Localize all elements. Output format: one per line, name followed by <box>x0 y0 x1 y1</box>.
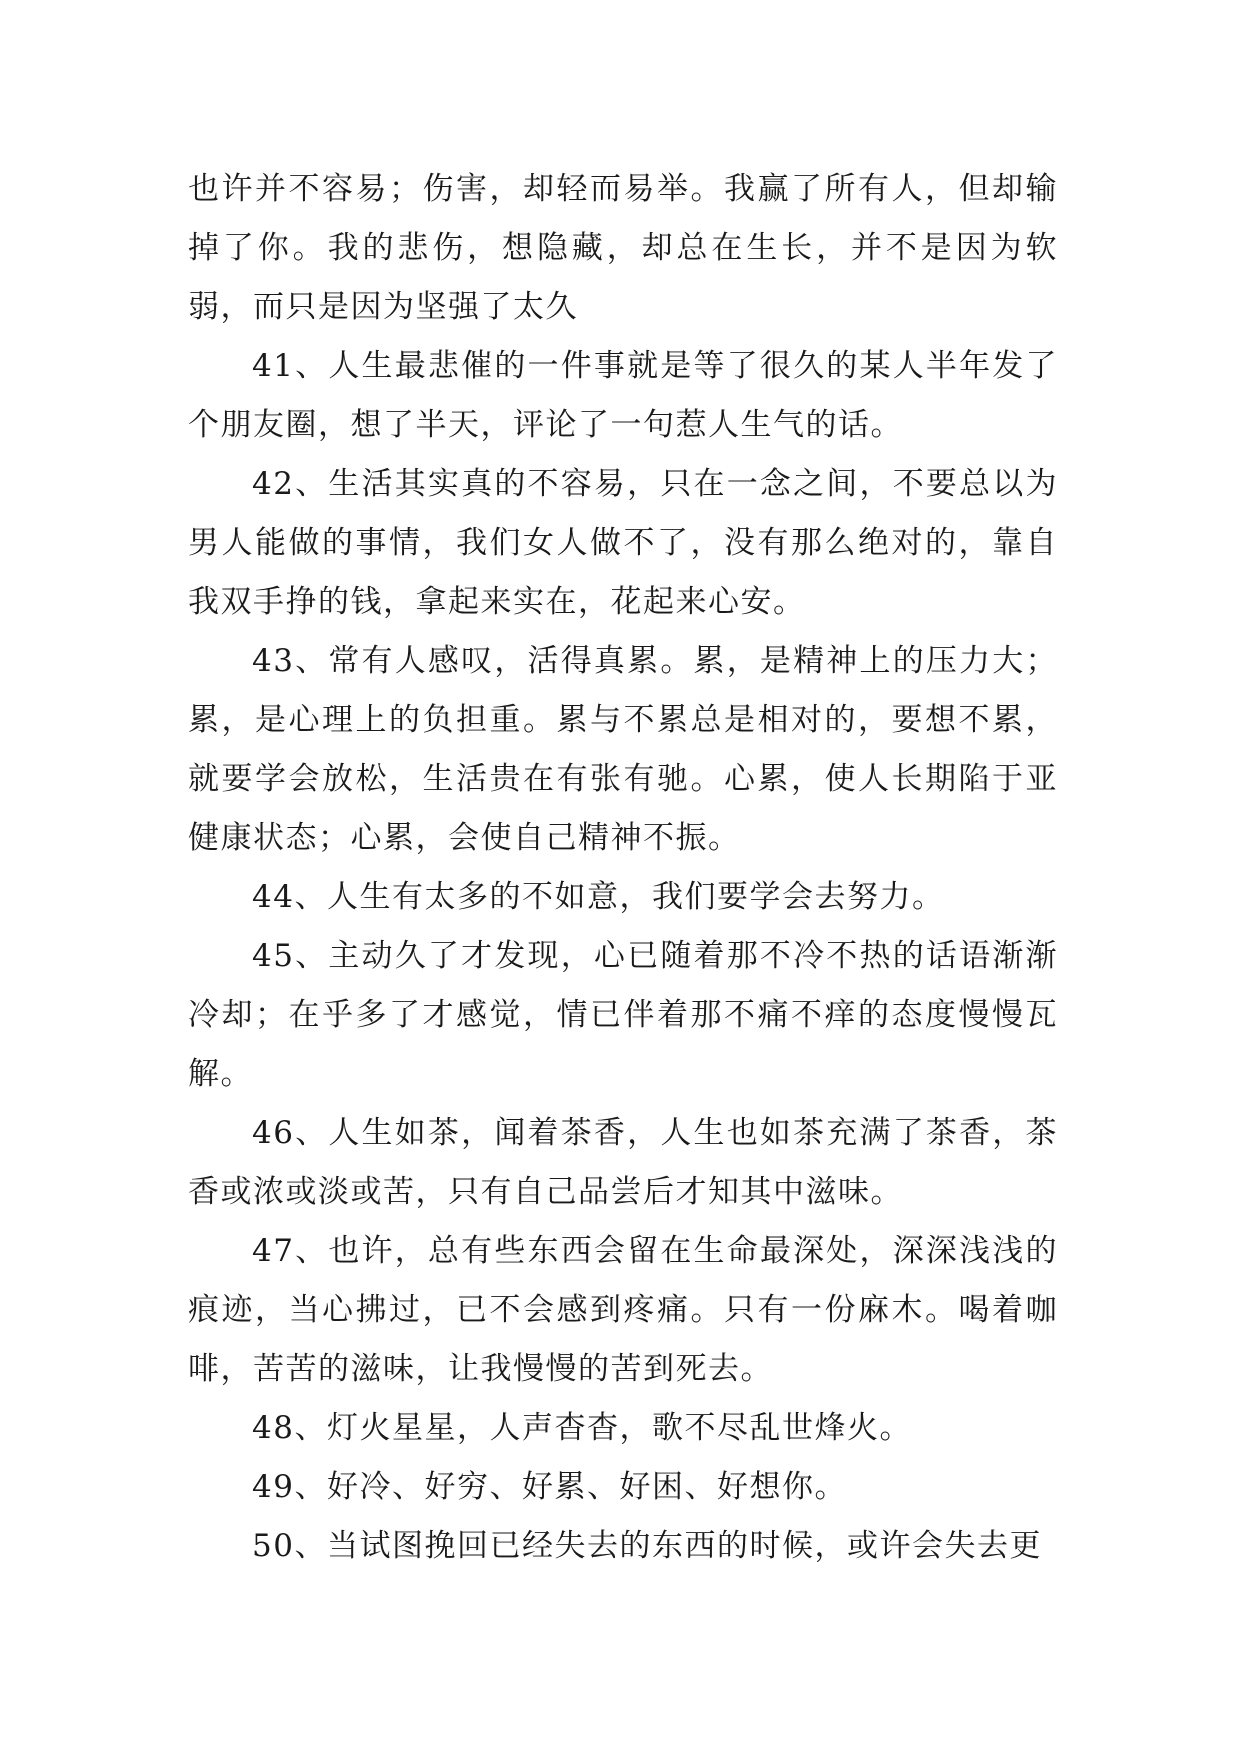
paragraph-42: 42、生活其实真的不容易，只在一念之间，不要总以为男人能做的事情，我们女人做不了，没有那么绝对的，靠自我双手挣的钱，拿起来实在，花起来心安。 <box>188 466 1058 620</box>
paragraph-41: 41、人生最悲催的一件事就是等了很久的某人半年发了个朋友圈，想了半天，评论了一句惹人生气的话。 <box>188 348 1058 443</box>
paragraph-49: 49、好冷、好穷、好累、好困、好想你。 <box>252 1469 847 1505</box>
paragraph-intro: 也许并不容易；伤害，却轻而易举。我赢了所有人，但却输掉了你。我的悲伤，想隐藏，却总在生长，并不是因为软弱，而只是因为坚强了太久 <box>188 171 1058 325</box>
paragraph-48: 48、灯火星星，人声杳杳，歌不尽乱世烽火。 <box>252 1410 912 1446</box>
paragraph-46: 46、人生如茶，闻着茶香，人生也如茶充满了茶香，茶香或浓或淡或苦，只有自己品尝后才知其中滋味。 <box>188 1115 1058 1210</box>
paragraph-43: 43、常有人感叹，活得真累。累，是精神上的压力大；累，是心理上的负担重。累与不累总是相对的，要想不累，就要学会放松，生活贵在有张有驰。心累，使人长期陷于亚健康状态；心累，会使自己精神不振。 <box>188 643 1058 856</box>
paragraph-44: 44、人生有太多的不如意，我们要学会去努力。 <box>252 879 945 915</box>
paragraph-47: 47、也许，总有些东西会留在生命最深处，深深浅浅的痕迹，当心拂过，已不会感到疼痛。只有一份麻木。喝着咖啡，苦苦的滋味，让我慢慢的苦到死去。 <box>188 1233 1058 1387</box>
paragraph-50: 50、当试图挽回已经失去的东西的时候，或许会失去更 <box>252 1528 1042 1564</box>
document-body <box>188 160 1058 1576</box>
paragraph-45: 45、主动久了才发现，心已随着那不冷不热的话语渐渐冷却；在乎多了才感觉，情已伴着那不痛不痒的态度慢慢瓦解。 <box>188 938 1058 1092</box>
